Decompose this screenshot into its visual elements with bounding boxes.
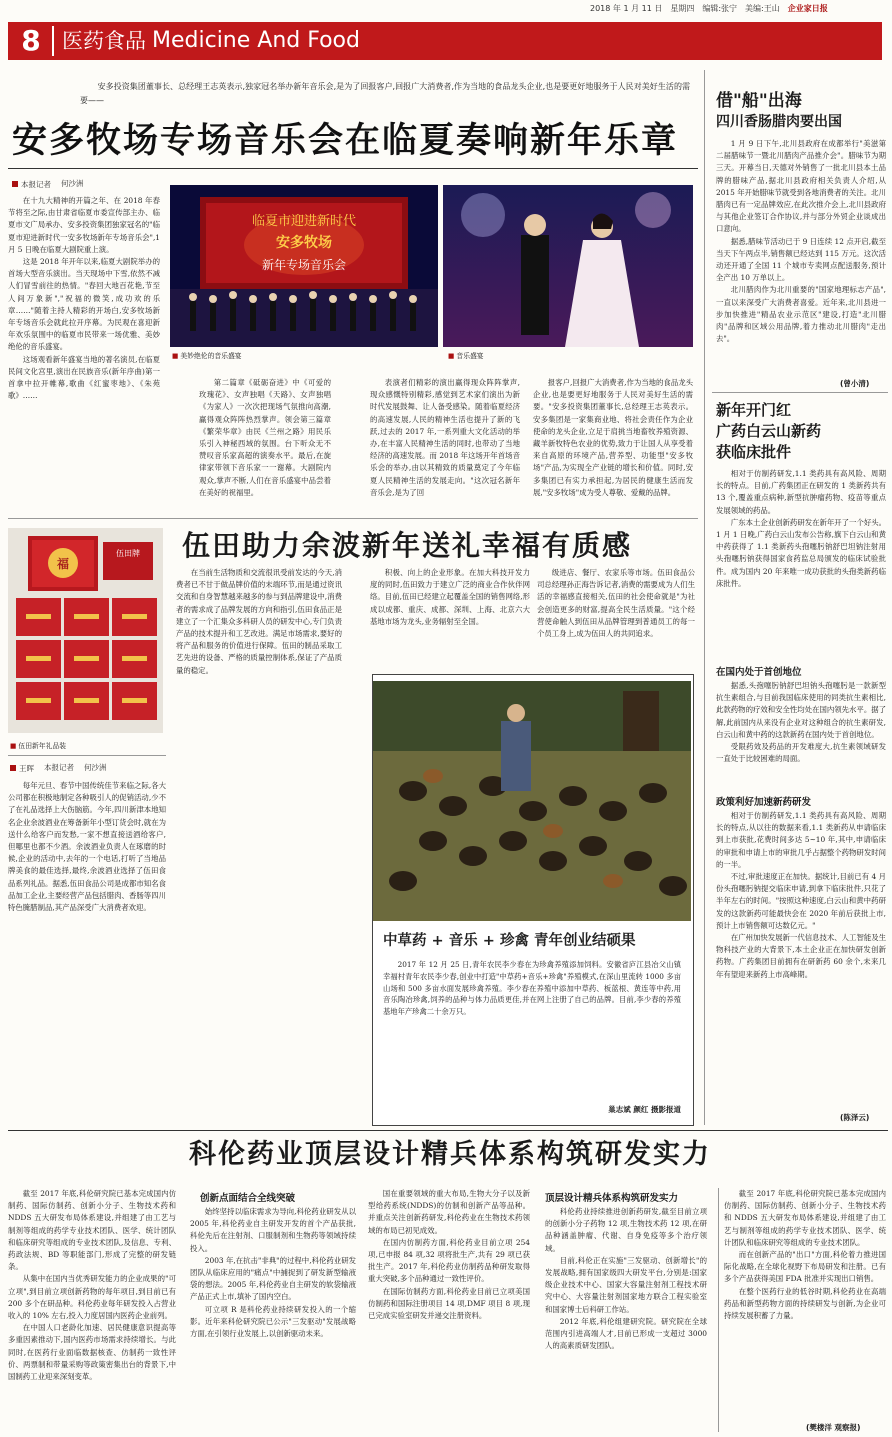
- bottom-col-3-p2: 在国内仿制药方面,科伦药业目前立项 254 项,已申报 84 项,32 项将批生产,共有 29 项已获批生产。2017 年,科伦药业仿制药品种研发取得重大突破,多个品种通过一致性评价。: [368, 1237, 530, 1284]
- sidebar-sub2-heading: 政策利好加速新药研发: [716, 797, 812, 808]
- sidebar-sub2-p1: 相对于仿制药研发,1.1 类药具有高风险、周期长的特点,从以往的数据来看,1.1 类新药从申请临床到上市获批,花费时间多达 5~10 年,其中,申请临床的审批和申请上市的审批几乎占据整个药物研发时间的一半。: [716, 811, 886, 869]
- second-byline-name2: 何沙洲: [84, 763, 107, 772]
- section-title-en: Medicine And Food: [152, 28, 360, 53]
- gift-box-brand-label: 伍田牌: [116, 549, 140, 558]
- bottom-title: 科伦药业顶层设计精兵体系构筑研发实力: [189, 1139, 711, 1170]
- second-col-1: 每年元旦、春节中国传统佳节来临之际,各大公司都在积极地制定各种吸引人的促销活动,少不了在礼品选择上大伤脑筋。今年,四川新津本地知名企业余波酒业在筹备新年小型订货会时,就在为送什么给客户而发愁,一家不想直接送酒给客户,但哪里也都不少酒。余波酒业负责人在琢磨的时候,企业的活动中,去年的一个电话,打听了当地品牌美食的最佳选择,最终,余波酒业选择了伍田食品系列礼品。据悉,伍田食品公司是成都市知名食品加工企业,主要经营产品包括腊肉、香肠等四川特色腌腊制品,其产品深受广大消费者欢迎。: [8, 781, 166, 913]
- bottom-col-4-p1: 科伦药业持续推进创新药研发,截至目前立项的创新小分子药物 12 项,生物技术药 12 项,在研品种涵盖肿瘤、代谢、自身免疫等多个治疗领域。: [545, 1207, 707, 1253]
- lead-byline: [12, 178, 84, 190]
- bottom-col-3-p1: 国在重要领域的重大布局,生物大分子以及新型给药系统(NDDS)的仿制和创新产品等品种。并重点关注创新药研发,科伦药业在生物技术药领域的布局已初见成效。: [368, 1189, 530, 1235]
- header-editor: 编辑:张宁: [702, 4, 738, 13]
- concert-stage-caption: ■ 美妙绝伦的音乐盛宴: [172, 350, 242, 360]
- chicken-feature-box: [372, 674, 694, 1126]
- svg-text:安多牧场: 安多牧场: [276, 235, 332, 251]
- second-col-3: 积极、向上的企业形象。在加大科技开发力度的同时,伍田致力于建立广泛的商业合作伙伴网络。目前,伍田已经建立起覆盖全国的销售网络,形成以成都、重庆、成都、深圳、上海、北京六大基地市场为龙头,业务辐射至全国。: [370, 568, 530, 626]
- chicken-feature-title: 中草药 + 音乐 + 珍禽 青年创业结硕果: [383, 933, 636, 949]
- second-title: 伍田助力余波新年送礼幸福有质感: [182, 529, 633, 562]
- bottom-col-4: [545, 1206, 707, 1432]
- sidebar-article1-title: [716, 90, 886, 132]
- sidebar-article1-p2: 据悉,腊味节活动已于 9 日连续 12 点开启,截至当天下午两点半,销售额已经达到 115 万元。这次活动还开通了全国 11 个城市专卖网点配送服务,预计全产出 10 万单以上。: [716, 236, 886, 283]
- svg-text:临夏市迎进新时代: 临夏市迎进新时代: [251, 214, 357, 229]
- header-weekday: 星期四: [670, 4, 695, 13]
- sidebar-article2-author: (陈泽云): [840, 1113, 870, 1122]
- lead-col-1: [8, 195, 160, 513]
- header-paper-name: 企业家日报: [787, 4, 828, 13]
- svg-text:福: 福: [56, 557, 70, 571]
- sidebar-sub1-body: [716, 680, 886, 788]
- sidebar-article1-author: (曾小清): [840, 379, 870, 388]
- sidebar-article2-title-line1: 新年开门红: [716, 401, 792, 419]
- bottom-col-1-p2: 从集中在国内当优秀研发能力的企业成果的"可立项",到目前立项创新药物的每年项目,到目前已有 200 多个在研品种。科伦药业每年研发投入占营业收入的 10% 左右,投入力度居国内医药企业前列。: [8, 1274, 176, 1321]
- bottom-col-2-p2: 2003 年,在抗击"非典"的过程中,科伦药业研发团队从临床应用的"痛点"中捕捉到了研发新型输液袋的想法。2005 年,科伦药业自主研发的软袋输液产品正式上市,填补了国内空白。: [190, 1255, 356, 1302]
- bottom-col-3: [368, 1188, 530, 1432]
- lead-byline-name: 何沙洲: [61, 179, 84, 188]
- sidebar-sub2-p3: 在广州加快发展新一代信息技术、人工智能及生物科技产业的大背景下,本土企业正在加快研发创新药物。广药集团目前拥有在研新药 60 余个,未来几年有望迎来新药上市高峰期。: [716, 933, 886, 979]
- lead-col-1-p3: 这场观看新年盛宴当地的著名演员,在临夏民间文化宫里,演出在民族音乐(新年序曲)第一首拿中拉开帷幕,歌曲《红蜜枣地》、《朱苑歌》……: [8, 354, 160, 401]
- second-byline-label: 本报记者: [44, 763, 74, 772]
- svg-text:新年专场音乐会: 新年专场音乐会: [261, 258, 347, 272]
- sidebar-article2-p1: 相对于仿制药研发,1.1 类药具有高风险、周期长的特点。目前,广药集团正在研发的 1 类新药共有 13 个,覆盖重点病种,新型抗肿瘤药物、疫苗等重点发展领域的药品。: [716, 469, 886, 515]
- sidebar-article1-p1: 1 月 9 日下午,北川县政府在成都举行"美滋第二届腊味节一暨北川腊肉产品推介会"。腊味节为期三天。开幕当日,天德对外销售了一批北川县本土品牌的腊味产品,据北川县政府相关负责人介绍,从 2015 年开始腊味节就受到各地消费者的关注。北川腊肉已有一定品牌效应,在此次推介会上,北川县政府与其他企业签订合作协议,并与部分外贸企业谈成出口意向。: [716, 139, 886, 234]
- lead-deck: 安多投资集团董事长、总经理王志英表示,独家冠名举办新年音乐会,是为了回报客户,回报广大消费者,作为当地的食品龙头企业,也是要更好地服务于人民对美好生活的需要——: [80, 82, 690, 105]
- bottom-col-1-p1: 截至 2017 年底,科伦研究院已基本完成国内仿制药、国际仿制药、创新小分子、生物技术药和 NDDS 五大研发布局体系建设,并组建了由工艺与制剂等组成的药学专业技术团队、医学、统计团队和临床研究等组成的专业技术团队,及信息、专利、药政法规、BD 等职能部门,形成了完整的研发链条。: [8, 1189, 176, 1272]
- bottom-col-4-p3: 2012 年底,科伦组建研究院。研究院在全球范围内引进高端人才,目前已形成一支超过 3000 人的高素质研发团队。: [545, 1316, 707, 1351]
- bottom-sub1-heading: 创新点面结合全线突破: [200, 1193, 296, 1204]
- sidebar-article2-p2: 广东本土企业创新药研发在新年开了一个好头。1 月 1 日晚,广药白云山发布公告称,旗下白云山和黄中药获得了 1.1 类新药头孢噻肟钠舒巴坦钠注射用头孢噻肟钠获得国家食药监总局颁发的临床试验批件。成为国内 20 年来唯一成功获批的头孢类新药临床批件。: [716, 517, 886, 588]
- bottom-col-3-p3: 在国际仿制药方面,科伦药业目前已立项美国仿制药和国际注册项目 14 项,DMF 项目 8 项,现已完成实验室研发并递交注册资料。: [368, 1286, 530, 1321]
- header-dateline: [590, 3, 828, 14]
- concert-stage-illustration: [170, 185, 438, 347]
- sidebar-sub1-p2: 受限药效及药品的开发难度大,抗生素领域研发一直处于比较困难的局面。: [716, 742, 886, 764]
- bottom-col-5-p3: 在整个医药行业的低谷时期,科伦药业在高端药品和新型药物方面的持续研发与创新,为企业可持续发展积蓄了力量。: [724, 1286, 886, 1321]
- sidebar-sub2-body: [716, 810, 886, 1110]
- lead-col-4: 报客户,回报广大消费者,作为当地的食品龙头企业,也是要更好地服务于人民对美好生活的需要。"安多投资集团董事长,总经理王志英表示。安多集团是一家集商业地、将社会责任作为企业使命的龙头企业,立足于肩挑当地畜牧养殖资源、藏羊新牧特色农业的优势,致力于让国人从享受着来自高原的环境产品,营养型、功能型"安多牧场"产品,为实现全产业链的增长和价值。同时,安多集团已有实力承担起,为居民的健康生活而发展,"安多牧场"成为受人尊敬、爱戴的品牌。: [533, 378, 693, 497]
- page-number: 8: [21, 24, 41, 57]
- concert-stage-photo: [170, 185, 438, 347]
- concert-singers-illustration: [443, 185, 693, 347]
- lead-title: 安多牧场专场音乐会在临夏奏响新年乐章: [12, 121, 679, 161]
- concert-singers-caption: ■ 音乐盛宴: [448, 350, 484, 360]
- header-date: 2018 年 1 月 11 日: [590, 4, 663, 13]
- sidebar-sub1-heading: 在国内处于首创地位: [716, 667, 802, 678]
- lead-col-1-p2: 这是 2018 年开年以来,临夏大剧院举办的首场大型音乐演出。当天现场中下雪,依然不减人们冒雪前往的热情。"春回大地百花艳,节至人间万象新","祝福的微笑,成功欢的乐章……"随着主持人精彩的开场白,安多牧场新年专场音乐会就此拉开序幕。为民观在喜迎新年欢乐氛围中的临夏市民带来一场优雅、美妙绝伦的音乐盛宴。: [8, 257, 160, 352]
- sidebar-article2-title: [716, 400, 886, 463]
- gift-box-photo: [8, 528, 163, 733]
- sidebar-article1-title-line1: 借"船"出海: [716, 91, 802, 111]
- sidebar-sub1-p1: 据悉,头孢噻肟钠舒巴坦钠头孢噻肟是一款新型抗生素组合,与目前我国临床使用的同类抗生素相比,此款药物的疗效和安全性均处在国内领先水平。据了解,此前国内从来没有企业对这种组合的抗生素研发,白云山和黄中药的这款新药在国内处于首创地位。: [716, 681, 886, 739]
- sidebar-article1-body: [716, 138, 886, 376]
- lead-byline-label: 本报记者: [21, 180, 51, 189]
- bottom-col-2: [190, 1206, 356, 1432]
- chicken-feature-caption: 2017 年 12 月 25 日,青年农民李少春在为珍禽养殖添加饲料。安徽省庐江县冶父山镇幸福村青年农民李少春,创业中打造"中草药+音乐+珍禽"养殖模式,在深山里流转 1000 多亩山场和 500 多亩水面发展珍禽养殖。李少春在养殖中添加中草药、板蓝根、黄连等中药,用音乐陶冶珍禽,饲养的品种与体力品质更佳,并在网上注册了自己的品牌。目前,李少春的养殖基地年产珍禽二十余万只。: [383, 960, 681, 1017]
- bottom-sub2-heading: 顶层设计精兵体系构筑研发实力: [545, 1193, 679, 1204]
- sidebar-article1-title-line2: 四川香肠腊肉要出国: [716, 114, 842, 130]
- chicken-farm-photo: [373, 681, 691, 921]
- second-byline: [10, 762, 107, 774]
- sidebar-article2-body: [716, 468, 886, 660]
- bottom-col-5: [724, 1188, 886, 1420]
- section-title-cn: 医药食品: [62, 29, 146, 53]
- sidebar-article2-title-line3: 获临床批件: [716, 443, 792, 461]
- bottom-col-2-p3: 可立项 R 是科伦药业持续研发投入的一个缩影。近年来科伦研究院已公示"三发驱动"发展战略方面,在引领行业发展上,以创新驱动未来。: [190, 1304, 356, 1339]
- bottom-col-5-p1: 截至 2017 年底,科伦研究院已基本完成国内仿制药、国际仿制药、创新小分子、生物技术药和 NDDS 五大研发布局体系建设,并组建了由工艺与制剂等组成的药学专业技术团队、医学、统计团队和临床研究等组成的专业技术团队。: [724, 1189, 886, 1247]
- bottom-col-2-p1: 始终坚持以临床需求为导向,科伦药业研发从以 2005 年,科伦药业自主研发开发的首个产品获批,科伦先后在注射剂、口服制剂和生物药等领域持续投入。: [190, 1207, 356, 1253]
- sidebar-article2-title-line2: 广药白云山新药: [716, 422, 822, 440]
- bottom-col-1-p3: 在中国人口老龄化加速、居民健康意识提高等多重因素推动下,国内医药市场需求持续增长。与此同时,在医药行业面临数据核查、仿制药一致性评价、两票制和带量采购等政策密集出台的背景下,中国制药工业迎来深刻变革。: [8, 1323, 176, 1382]
- second-byline-name1: 王晖: [19, 764, 34, 773]
- header-designer: 美编:王山: [745, 4, 780, 13]
- chicken-feature-credit: 巢志斌 颜红 摄影报道: [608, 1105, 681, 1114]
- lead-col-1-p1: 在十九大精神的开篇之年、在 2018 年春节将至之际,由甘肃省临夏市委宣传部主办、临夏市文广局承办、安多投资集团独家冠名的"临夏市迎进新时代一安多牧场新年专场音乐会",1 月 5 日晚在临夏大剧院重上演。: [8, 196, 160, 254]
- second-col-2: 在当前生活物质和交流很讯受前发达的今天,消费者已不甘于做品牌价值的末端环节,而是通过资讯交流和自身智慧越来越多的参与到品牌建设中,消费者的需求成了品牌发展的方向和指引,伍田食品正是建立了一个汇集众多科研人员的研发中心,专门负责产品的技术提升和工艺改进。满足市场需求,要好的将产品和服务的价值进行保障。伍田的制品采取工艺先进的设备、严格的质量控制体系,保证了产品质量的稳定。: [176, 568, 342, 675]
- bottom-col-5-p2: 而在创新产品的"出口"方面,科伦着力推进国际化战略,在全球化视野下布局研发和注册。已有多个产品获得美国 FDA 批准并实现出口销售。: [724, 1250, 886, 1284]
- lead-col-2: 第二篇章《砥砺奋进》中《可爱的玫瑰花》、女声独唱《天路》、女声独唱《为家人》一次次把现场气氛推向高潮,赢得观众阵阵热烈掌声。领会第三篇章《繁荣华章》由民《兰州之路》用民乐乐引入神秘西域的氛围。台下听众无不赞叹音乐家高超的演奏水平。最后,在旋律家带领下音乐家一一谢幕。大剧院内观众,掌声不断,人们在音乐盛宴中品尝着在美好的祝福里。: [199, 378, 331, 497]
- bottom-col-4-p2: 目前,科伦正在实施"三发驱动、创新增长"的发展战略,拥有国家级四大研发平台,分别是:国家级企业技术中心、国家大容量注射剂工程技术研究中心、大容量注射剂国家地方联合工程实验室和国家博士后科研工作站。: [545, 1255, 707, 1314]
- lead-col-3: 表演者们精彩的演出赢得现众阵阵掌声,现众感慨特别精彩,感觉到艺术家们演出为新时代发展鼓舞、让人备受感染。随着临夏经济的高速发展,人民的精神生活也提升了新的飞跃,过去的 2017 年,一系列重大文化活动的举办,在丰富人民精神生活的同时,也带动了当地经济的高速发展。而 2018 年这场开年首场音乐会的举办,由以其精致的质量奠定了今年临夏人民精神生活的发展走向。"这次冠名新年音乐会,是为了回: [370, 378, 520, 497]
- concert-singers-photo: [443, 185, 693, 347]
- section-banner: [8, 22, 882, 60]
- sidebar-article1-p3: 北川腊肉作为北川重要的"国家地理标志产品",一直以来深受广大消费者喜爱。近年来,北川县进一步加快推进"精品农业示范区"建设,打造"北川腊肉"品牌和区域公用品牌,着力推动北川腊肉"走出去"。: [716, 285, 886, 344]
- bottom-col-1: [8, 1188, 176, 1432]
- second-col-4: 级进店、餐厅、农家乐等市场。伍田食品公司总经理孙正海告诉记者,消费的需要成为人们生活的幸福感直接相关,伍田的社会使命就是"为社会创造更多的财富,提高全民生活质量。"这个经营使命触人到伍田从品牌管理到普通员工的每一个员工身上,成为伍田人的共同追求。: [537, 568, 695, 639]
- sidebar-sub2-p2: 不过,审批速度正在加快。据统计,目前已有 4 月份头孢噻肟钠提交临床申请,到拿下临床批件,只花了半年左右的时间。"按照这种速度,白云山和黄中药研发的这款新药可能最快会在 2020 年前后获批上市,预计上市销售额可达数亿元。": [716, 872, 886, 930]
- bottom-author: (樊楼洋 观察报): [806, 1423, 861, 1432]
- gift-box-caption: ■ 伍田新年礼品装: [10, 740, 66, 750]
